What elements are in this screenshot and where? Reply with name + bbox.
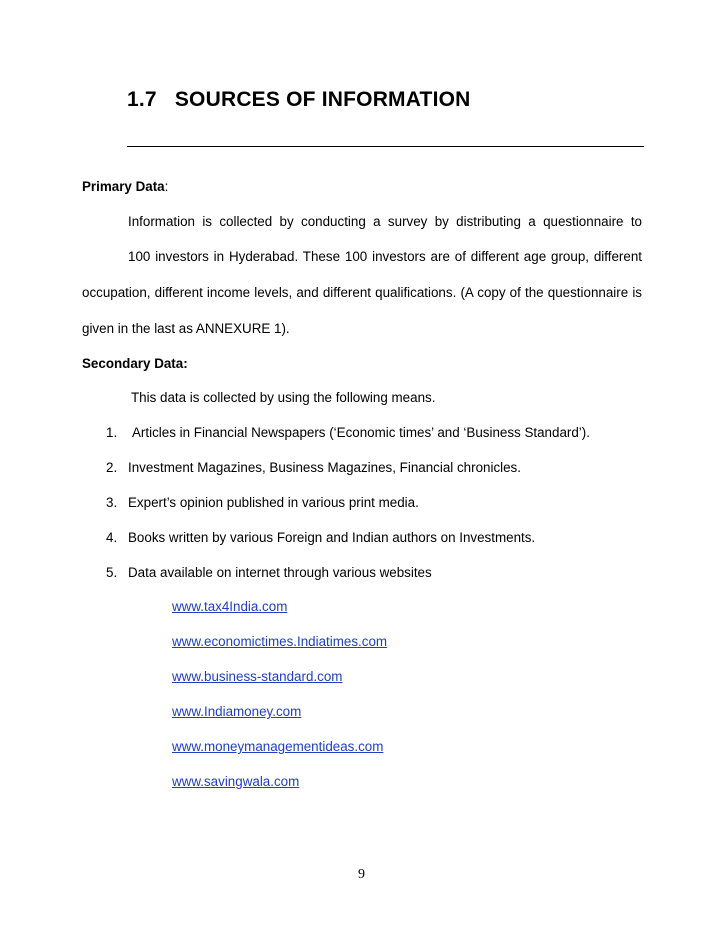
list-item-number: 2. [106,460,118,475]
website-link-indiamoney[interactable]: www.Indiamoney.com [172,704,302,719]
list-item: Investment Magazines, Business Magazines, Financial chronicles. [128,460,521,475]
list-item: Data available on internet through various websites [128,565,432,580]
list-item-number: 4. [106,530,118,545]
section-title: SOURCES OF INFORMATION [174,88,471,111]
website-link-savingwala[interactable]: www.savingwala.com [172,774,300,789]
website-link-economictimes[interactable]: www.economictimes.Indiatimes.com [172,634,388,649]
secondary-data-heading: Secondary Data: [82,356,188,371]
list-item-number: 5. [106,565,118,580]
primary-paragraph-line-1: Information is collected by conducting a survey by distributing a questionnaire to [128,214,642,229]
section-number: 1.7 [127,88,157,111]
list-item: Articles in Financial Newspapers (‘Economic times’ and ‘Business Standard’). [132,425,590,440]
primary-data-colon: : [164,179,169,194]
primary-paragraph-line-2: 100 investors in Hyderabad. These 100 investors are of different age group, different [128,249,642,264]
secondary-intro: This data is collected by using the following means. [131,390,436,405]
primary-paragraph-line-3: occupation, different income levels, and different qualifications. (A copy of the questionnaire is [82,285,642,300]
section-heading [127,88,471,112]
website-link-business-standard[interactable]: www.business-standard.com [172,669,343,684]
primary-data-label: Primary Data [82,179,165,194]
list-item-number: 3. [106,495,118,510]
list-item-number: 1. [106,425,118,440]
primary-paragraph-line-4: given in the last as ANNEXURE 1). [82,321,290,336]
primary-data-heading [82,178,168,196]
page-number: 9 [358,867,365,882]
website-link-tax4india[interactable]: www.tax4India.com [172,599,288,614]
website-link-moneymanagementideas[interactable]: www.moneymanagementideas.com [172,739,384,754]
list-item: Books written by various Foreign and Indian authors on Investments. [128,530,536,545]
heading-underline [127,146,644,147]
list-item: Expert’s opinion published in various print media. [128,495,419,510]
